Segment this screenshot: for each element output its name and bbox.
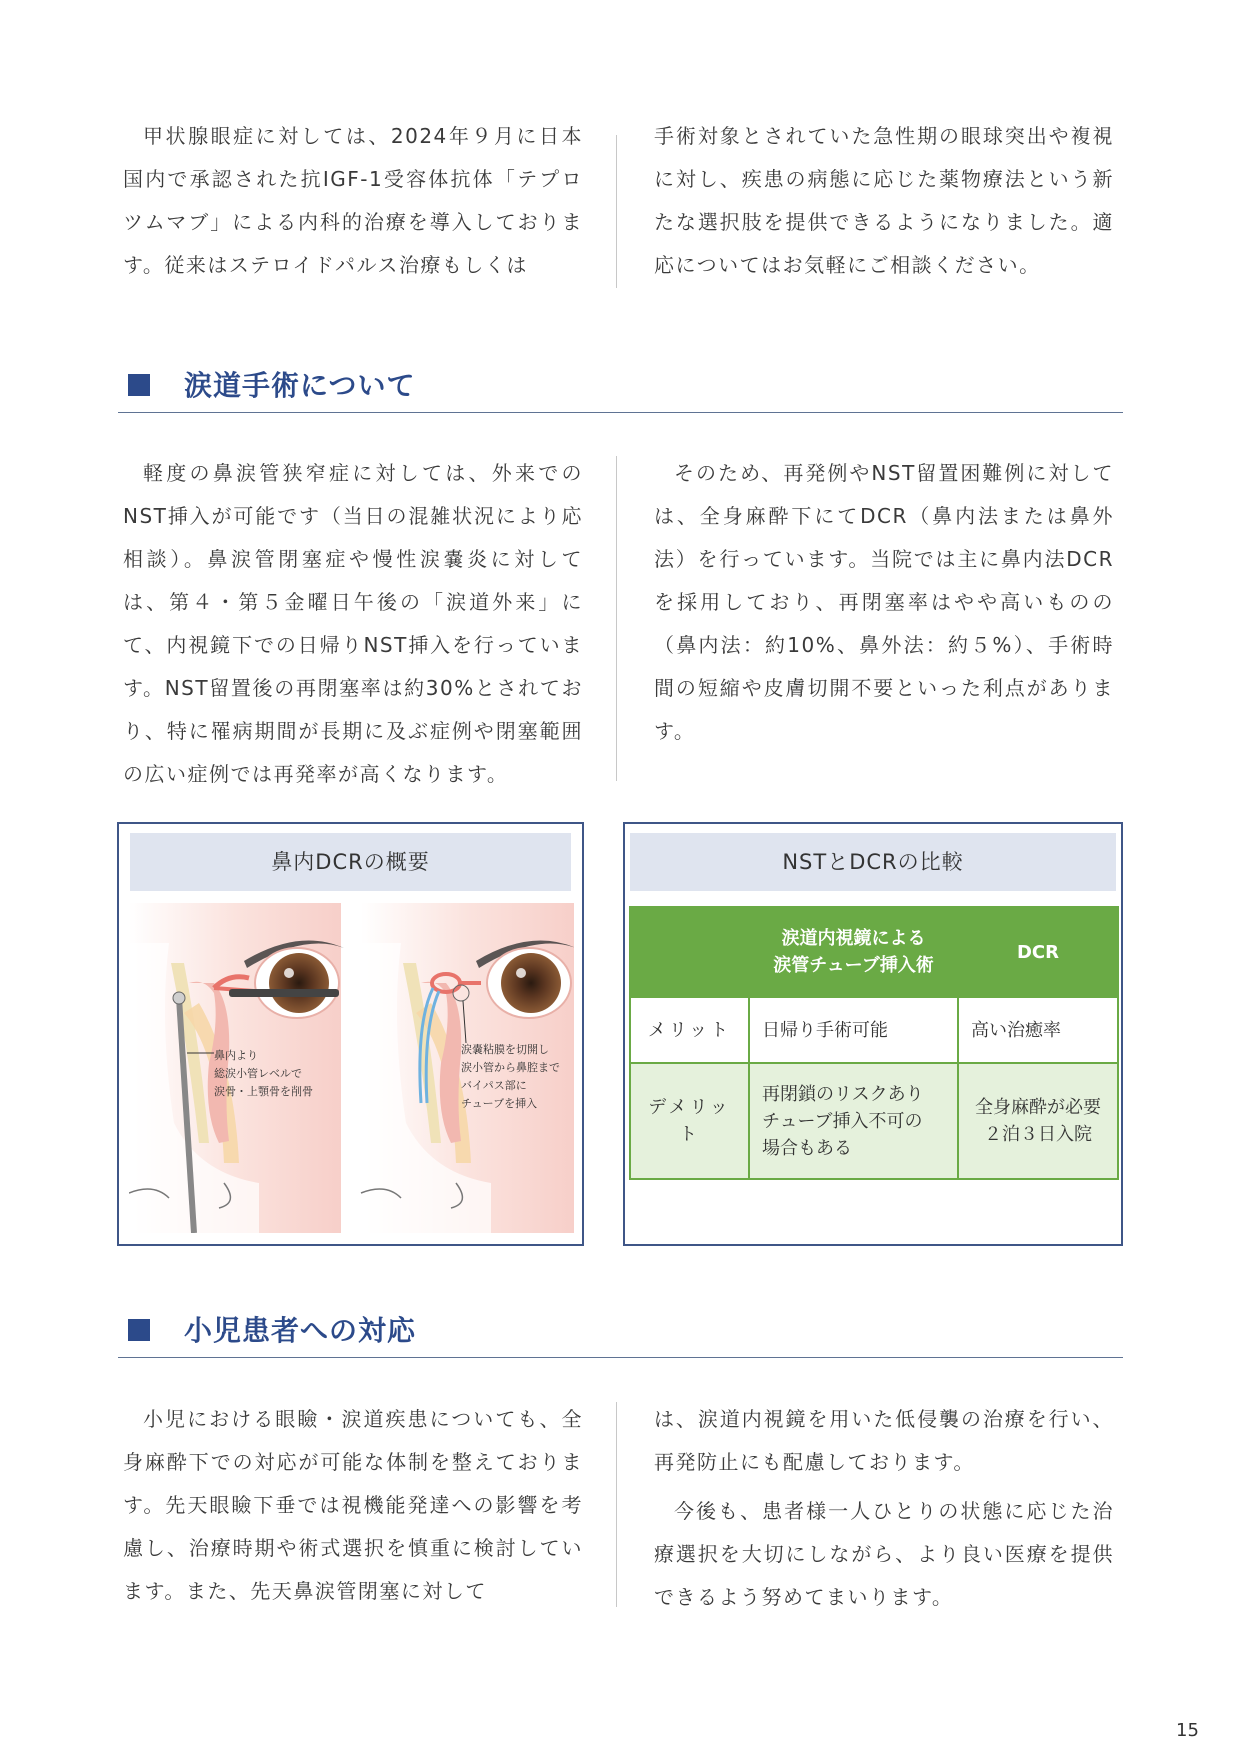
table-row (630, 1063, 1118, 1179)
lacrimal-left-column (123, 452, 583, 796)
comparison-box (623, 822, 1123, 1246)
pediatric-right-text-1: は、涙道内視鏡を用いた低侵襲の治療を行い、再発防止にも配慮しております。 (654, 1407, 1114, 1474)
dcr-figure-box (117, 822, 584, 1246)
table-header-dcr: DCR (958, 907, 1118, 997)
lacrimal-right-text: そのため、再発例やNST留置困難例に対しては、全身麻酔下にてDCR（鼻内法または鼻外法）を行っています。当院では主に鼻内法DCRを採用しており、再閉塞率はやや高いものの（鼻内法：約10%、鼻外法：約５%）、手術時間の短縮や皮膚切開不要といった利点があります。 (654, 461, 1114, 743)
figure-label-2-line-1: 涙嚢粘膜を切開し (461, 1043, 549, 1056)
section-heading-lacrimal (118, 362, 1123, 413)
cell-dcr-merit: 高い治癒率 (958, 997, 1118, 1063)
figure-label-1-line-3: 涙骨・上顎骨を削骨 (214, 1085, 313, 1098)
table-header-nst: 涙道内視鏡による 涙管チューブ挿入術 (749, 907, 958, 997)
table-header-blank (630, 907, 749, 997)
figure-label-1-line-1: 鼻内より (214, 1049, 258, 1062)
column-divider (616, 456, 617, 781)
figure-label-1-line-2: 総涙小管レベルで (214, 1067, 302, 1080)
cell-nst-merit: 日帰り手術可能 (749, 997, 958, 1063)
intro-right-column (654, 115, 1114, 287)
comparison-title: NSTとDCRの比較 (630, 833, 1116, 891)
cell-dcr-demerit: 全身麻酔が必要 ２泊３日入院 (958, 1063, 1118, 1179)
pediatric-left-text: 小児における眼瞼・涙道疾患についても、全身麻酔下での対応が可能な体制を整えております。先天眼瞼下垂では視機能発達への影響を考慮し、治療時期や術式選択を慎重に検討しています。また、先天鼻涙管閉塞に対して (123, 1407, 583, 1603)
intro-left-column (123, 115, 583, 287)
lacrimal-right-column (654, 452, 1114, 753)
section-title: 小児患者への対応 (184, 1314, 417, 1347)
column-divider (616, 135, 617, 288)
intro-right-text: 手術対象とされていた急性期の眼球突出や複視に対し、疾患の病態に応じた薬物療法という新たな選択肢を提供できるようになりました。適応についてはお気軽にご相談ください。 (654, 124, 1114, 277)
illustration-panel-left (129, 903, 344, 1233)
row-label-demerit: デメリット (630, 1063, 749, 1179)
illustration-panel-right (361, 903, 574, 1233)
heading-square-icon (128, 1319, 150, 1341)
page-number: 15 (1176, 1720, 1199, 1741)
lacrimal-left-text: 軽度の鼻涙管狭窄症に対しては、外来でのNST挿入が可能です（当日の混雑状況により応相談）。鼻涙管閉塞症や慢性涙嚢炎に対しては、第４・第５金曜日午後の「涙道外来」にて、内視鏡下での日帰りNST挿入を行っています。NST留置後の再閉塞率は約30%とされており、特に罹病期間が長期に及ぶ症例や閉塞範囲の広い症例では再発率が高くなります。 (123, 461, 583, 786)
column-divider (616, 1402, 617, 1607)
cell-nst-demerit: 再閉鎖のリスクあり チューブ挿入不可の 場合もある (749, 1063, 958, 1179)
row-label-merit: メリット (630, 997, 749, 1063)
pediatric-left-column (123, 1398, 583, 1613)
section-heading-pediatric (118, 1307, 1123, 1358)
figure-title: 鼻内DCRの概要 (130, 833, 571, 891)
pediatric-right-column (654, 1398, 1114, 1619)
figure-label-2-line-4: チューブを挿入 (461, 1097, 538, 1110)
figure-label-2-line-3: バイパス部に (461, 1079, 527, 1092)
pediatric-right-text-2: 今後も、患者様一人ひとりの状態に応じた治療選択を大切にしながら、より良い医療を提供できるよう努めてまいります。 (654, 1499, 1114, 1609)
intro-left-text: 甲状腺眼症に対しては、2024年９月に日本国内で承認された抗IGF-1受容体抗体「テプロツムマブ」による内科的治療を導入しております。従来はステロイドパルス治療もしくは (123, 124, 583, 277)
dcr-illustration (129, 903, 574, 1233)
comparison-table (629, 906, 1119, 1180)
table-row (630, 997, 1118, 1063)
heading-square-icon (128, 374, 150, 396)
section-title: 涙道手術について (184, 369, 416, 402)
figure-label-2-line-2: 涙小管から鼻腔まで (461, 1061, 560, 1074)
